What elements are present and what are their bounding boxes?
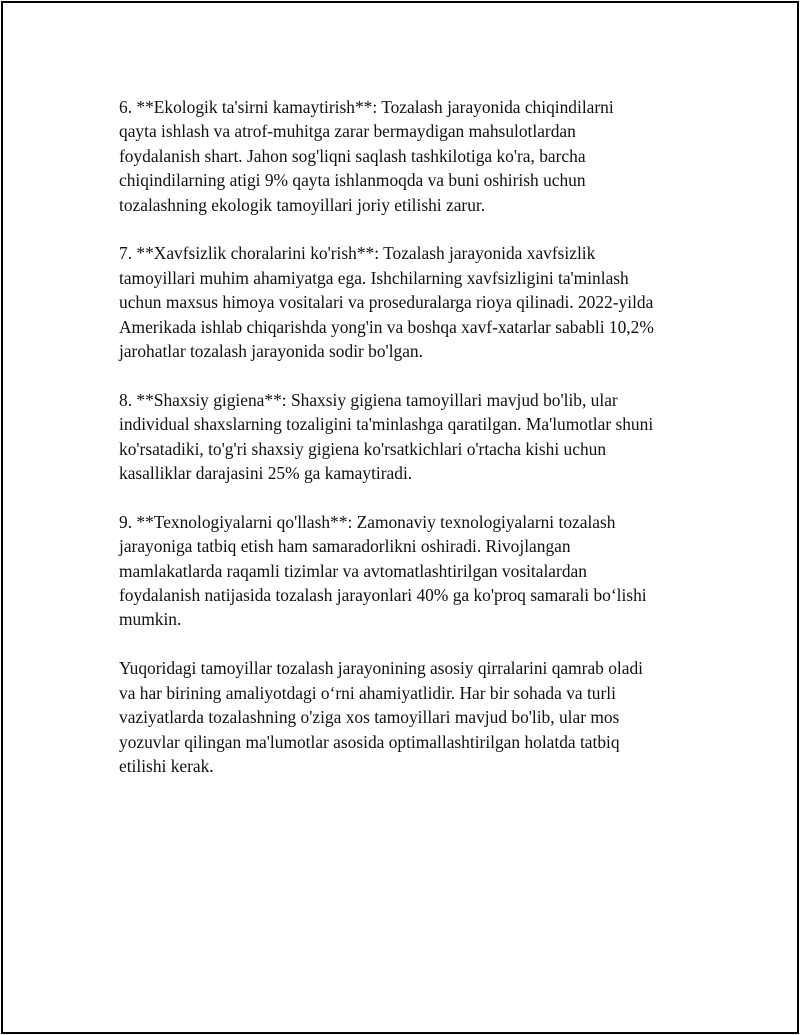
paragraph-ecological-impact: 6. **Ekologik ta'sirni kamaytirish**: Tozalash jarayonida chiqindilarni qayta ishlash va atrof-muhitga zarar bermaydigan mahsulotlardan foydalanish shart. Jahon sog'liqni saqlash tashkilotiga ko'ra, barcha chiqindilarning atigi 9% qayta ishlanmoqda va buni oshirish uchun tozalashning ekologik tamoyillari joriy etilishi zarur. xyxy=(119,97,614,215)
paragraph-personal-hygiene: 8. **Shaxsiy gigiena**: Shaxsiy gigiena tamoyillari mavjud bo'lib, ular individual shaxslarning tozaligini ta'minlashga qaratilgan. Ma'lumotlar shuni ko'rsatadiki, to'g'ri shaxsiy gigiena ko'rsatkichlari o'rtacha kishi uchun kasalliklar darajasini 25% ga kamaytiradi. xyxy=(119,389,654,484)
document-body xyxy=(119,95,694,803)
paragraph-conclusion: Yuqoridagi tamoyillar tozalash jarayonining asosiy qirralarini qamrab oladi va har birining amaliyotdagi o‘rni ahamiyatlidir. Har bir sohada va turli vaziyatlarda tozalashning o'ziga xos tamoyillari mavjud bo'lib, ular mos yozuvlar qilingan ma'lumotlar asosida optimallashtirilgan holatda tatbiq etilishi kerak. xyxy=(119,658,643,776)
paragraph-safety-measures: 7. **Xavfsizlik choralarini ko'rish**: Tozalash jarayonida xavfsizlik tamoyillari muhim ahamiyatga ega. Ishchilarning xavfsizligini ta'minlash uchun maxsus himoya vositalari va proseduralarga rioya qilinadi. 2022-yilda Amerikada ishlab chiqarishda yong'in va boshqa xavf-xatarlar sababli 10,2% jarohatlar tozalash jarayonida sodir bo'lgan. xyxy=(119,243,654,362)
paragraph-technology-use: 9. **Texnologiyalarni qo'llash**: Zamonaviy texnologiyalarni tozalash jarayoniga tatbiq etish ham samaradorlikni oshiradi. Rivojlangan mamlakatlarda raqamli tizimlar va avtomatlashtirilgan vositalardan foydalanish natijasida tozalash jarayonlari 40% ga ko'proq samarali bo‘lishi mumkin. xyxy=(119,511,647,630)
document-page xyxy=(1,1,799,1034)
